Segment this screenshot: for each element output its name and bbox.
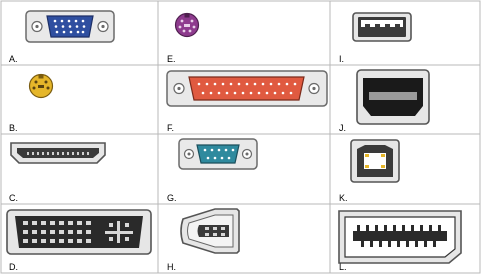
db9-serial-port-icon (159, 135, 330, 204)
vga-port-icon (1, 1, 158, 65)
hdmi-port-icon (1, 135, 158, 204)
ps2-port-icon (159, 1, 330, 65)
connector-label: J. (339, 123, 347, 133)
cell-h (159, 205, 330, 273)
s-video-port-icon (1, 66, 158, 134)
connector-label: H. (167, 262, 176, 272)
cell-a (1, 1, 158, 65)
cell-f (159, 66, 330, 134)
connector-label: A. (9, 54, 18, 64)
cell-b (1, 66, 158, 134)
cell-k (331, 135, 480, 204)
connector-label: G. (167, 193, 177, 203)
dvi-port-icon (1, 205, 158, 273)
connector-label: L. (339, 262, 347, 272)
cell-g (159, 135, 330, 204)
connector-label: D. (9, 262, 18, 272)
connector-label: I. (339, 54, 345, 64)
displayport-icon (331, 205, 480, 273)
db25-parallel-port-icon (159, 66, 330, 134)
mini-displayport-icon (331, 66, 480, 134)
connector-label: F. (167, 123, 175, 133)
cell-j (331, 66, 480, 134)
connector-label: E. (167, 54, 176, 64)
cell-i (331, 1, 480, 65)
cell-c (1, 135, 158, 204)
firewire-port-icon (159, 205, 330, 273)
cell-d (1, 205, 158, 273)
connector-label: B. (9, 123, 18, 133)
usb-type-a-icon (331, 1, 480, 65)
connector-label: K. (339, 193, 348, 203)
usb-type-b-icon (331, 135, 480, 204)
connector-label: C. (9, 193, 18, 203)
cell-l (331, 205, 480, 273)
cell-e (159, 1, 330, 65)
